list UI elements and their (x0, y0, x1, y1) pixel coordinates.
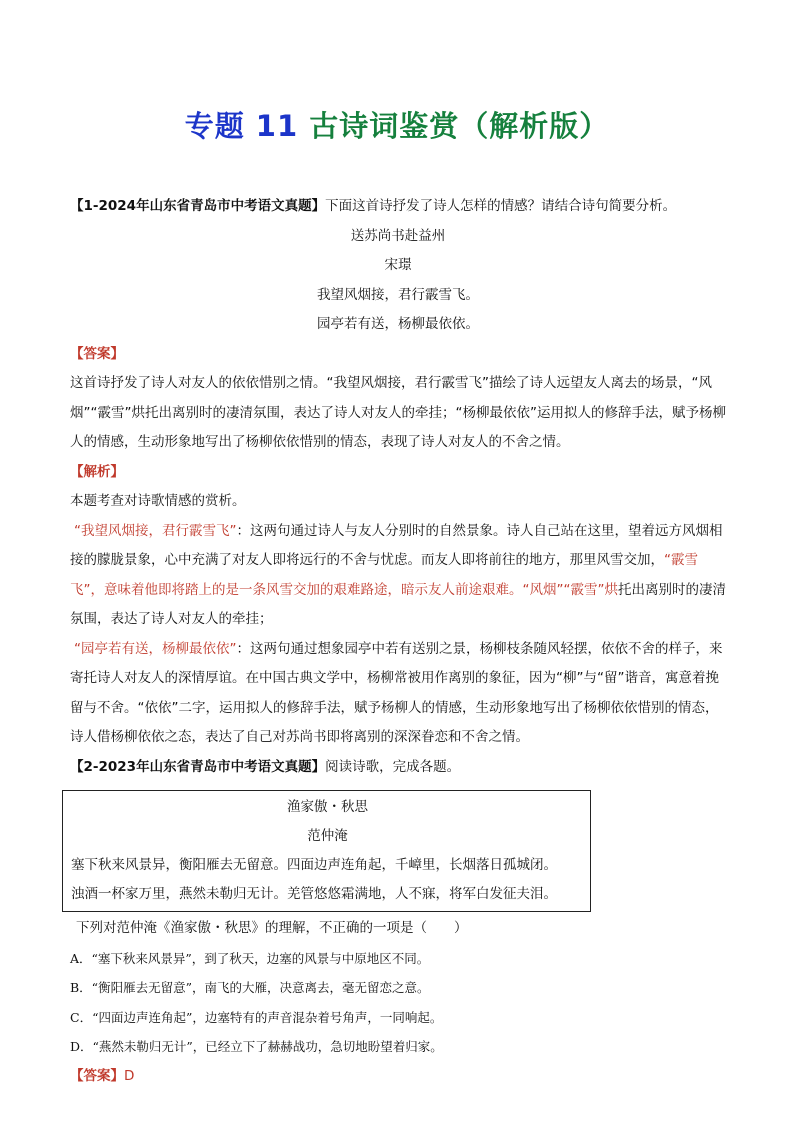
q2-tag: 【2-2023年山东省青岛市中考语文真题】 (70, 758, 326, 775)
q1-poem-line: 园亭若有送，杨柳最依依。 (317, 316, 479, 332)
q2-poem-title: 渔家傲・秋思 (287, 799, 368, 815)
q1-header (70, 192, 726, 222)
q1-analysis-para-2 (70, 635, 726, 753)
q2-answer-heading: 【答案】 (70, 1067, 124, 1084)
title-number: 专题 11 (184, 109, 299, 143)
q2-poem-line: 塞下秋来风景异，衡阳雁去无留意。四面边声连角起，千嶂里，长烟落日孤城闭。 (71, 857, 557, 873)
analysis-quote: “我望风烟接，君行霰雪飞” (74, 522, 237, 539)
q2-answer-line (70, 1062, 726, 1092)
q2-option-c: C．“四面边声连角起”，边塞特有的声音混杂着号角声，一同响起。 (70, 1009, 443, 1025)
q2-header (70, 753, 726, 783)
analysis-text: ：这两句通过诗人与友人分别时的自然景象。诗人自己站在这里，望着远方风烟相接的朦胧景象，心中充满了对友人即将远行的不舍与忧虑。而友人即将前往的地方，那里风雪交加， (70, 522, 723, 568)
q2-question: 下列对范仲淹《渔家傲・秋思》的理解，不正确的一项是（ ） (76, 920, 468, 936)
q1-tag: 【1-2024年山东省青岛市中考语文真题】 (70, 198, 326, 214)
q2-option-a: A．“塞下秋来风景异”，到了秋天，边塞的风景与中原地区不同。 (70, 950, 430, 966)
q1-question: 下面这首诗抒发了诗人怎样的情感？请结合诗句简要分析。 (325, 198, 677, 214)
q2-option-d: D．“燕然未勒归无计”，已经立下了赫赫战功，急切地盼望着归家。 (70, 1039, 443, 1054)
q2-answer: D (124, 1067, 135, 1084)
q1-poem-line: 我望风烟接，君行霰雪飞。 (317, 286, 479, 303)
analysis-quote: “园亭若有送，杨柳最依依” (74, 640, 237, 657)
page-title (0, 104, 794, 145)
q1-answer: 这首诗抒发了诗人对友人的依依惜别之情。“我望风烟接，君行霰雪飞”描绘了诗人远望友人离去的场景，“风烟”“霰雪”烘托出离别时的凄清氛围，表达了诗人对友人的牵挂；“杨柳最依依”运用拟人的修辞手法，赋予杨柳人的情感，生动形象地写出了杨柳依依惜别的情态，表现了诗人对友人的不舍之情。 (70, 375, 726, 450)
q2-instruction: 阅读诗歌，完成各题。 (325, 758, 461, 775)
q2-poem-line: 浊酒一杯家万里，燕然未勒归无计。羌管悠悠霜满地，人不寐，将军白发征夫泪。 (71, 886, 557, 902)
q1-poem-title: 送苏尚书赴益州 (350, 227, 446, 244)
q1-analysis-heading: 【解析】 (70, 463, 124, 480)
q1-analysis-para-1 (70, 517, 726, 635)
analysis-text: 托出离别时的凄清氛围，表达了诗人对友人的牵挂； (70, 581, 726, 627)
q1-answer-heading: 【答案】 (70, 345, 124, 362)
analysis-text: ：这两句通过想象园亭中若有送别之景，杨柳枝条随风轻摆，依依不舍的样子，来寄托诗人对友人的深情厚谊。在中国古典文学中，杨柳常被用作离别的象征，因为“柳”与“留”谐音，寓意着挽留与不舍。“依依”二字，运用拟人的修辞手法，赋予杨柳人的情感，生动形象地写出了杨柳依依惜别的情态，诗人借杨柳依依之态，表达了自己对苏尚书即将离别的深深眷恋和不舍之情。 (70, 640, 723, 745)
analysis-red-text: “霰雪飞”，意味着他即将踏上的是一条风雪交加的艰难路途，暗示友人前途艰难。“风烟”“霰雪”烘 (70, 552, 698, 598)
q1-analysis-intro: 本题考查对诗歌情感的赏析。 (70, 493, 246, 509)
q2-option-b: B．“衡阳雁去无留意”，南飞的大雁，决意离去，毫无留恋之意。 (70, 980, 430, 995)
q1-poem-author: 宋璟 (384, 257, 412, 273)
document-body (70, 192, 726, 1091)
q2-poem-box (62, 790, 591, 912)
title-text: 古诗词鉴赏（解析版） (309, 109, 610, 143)
q2-poem-author: 范仲淹 (307, 828, 348, 844)
